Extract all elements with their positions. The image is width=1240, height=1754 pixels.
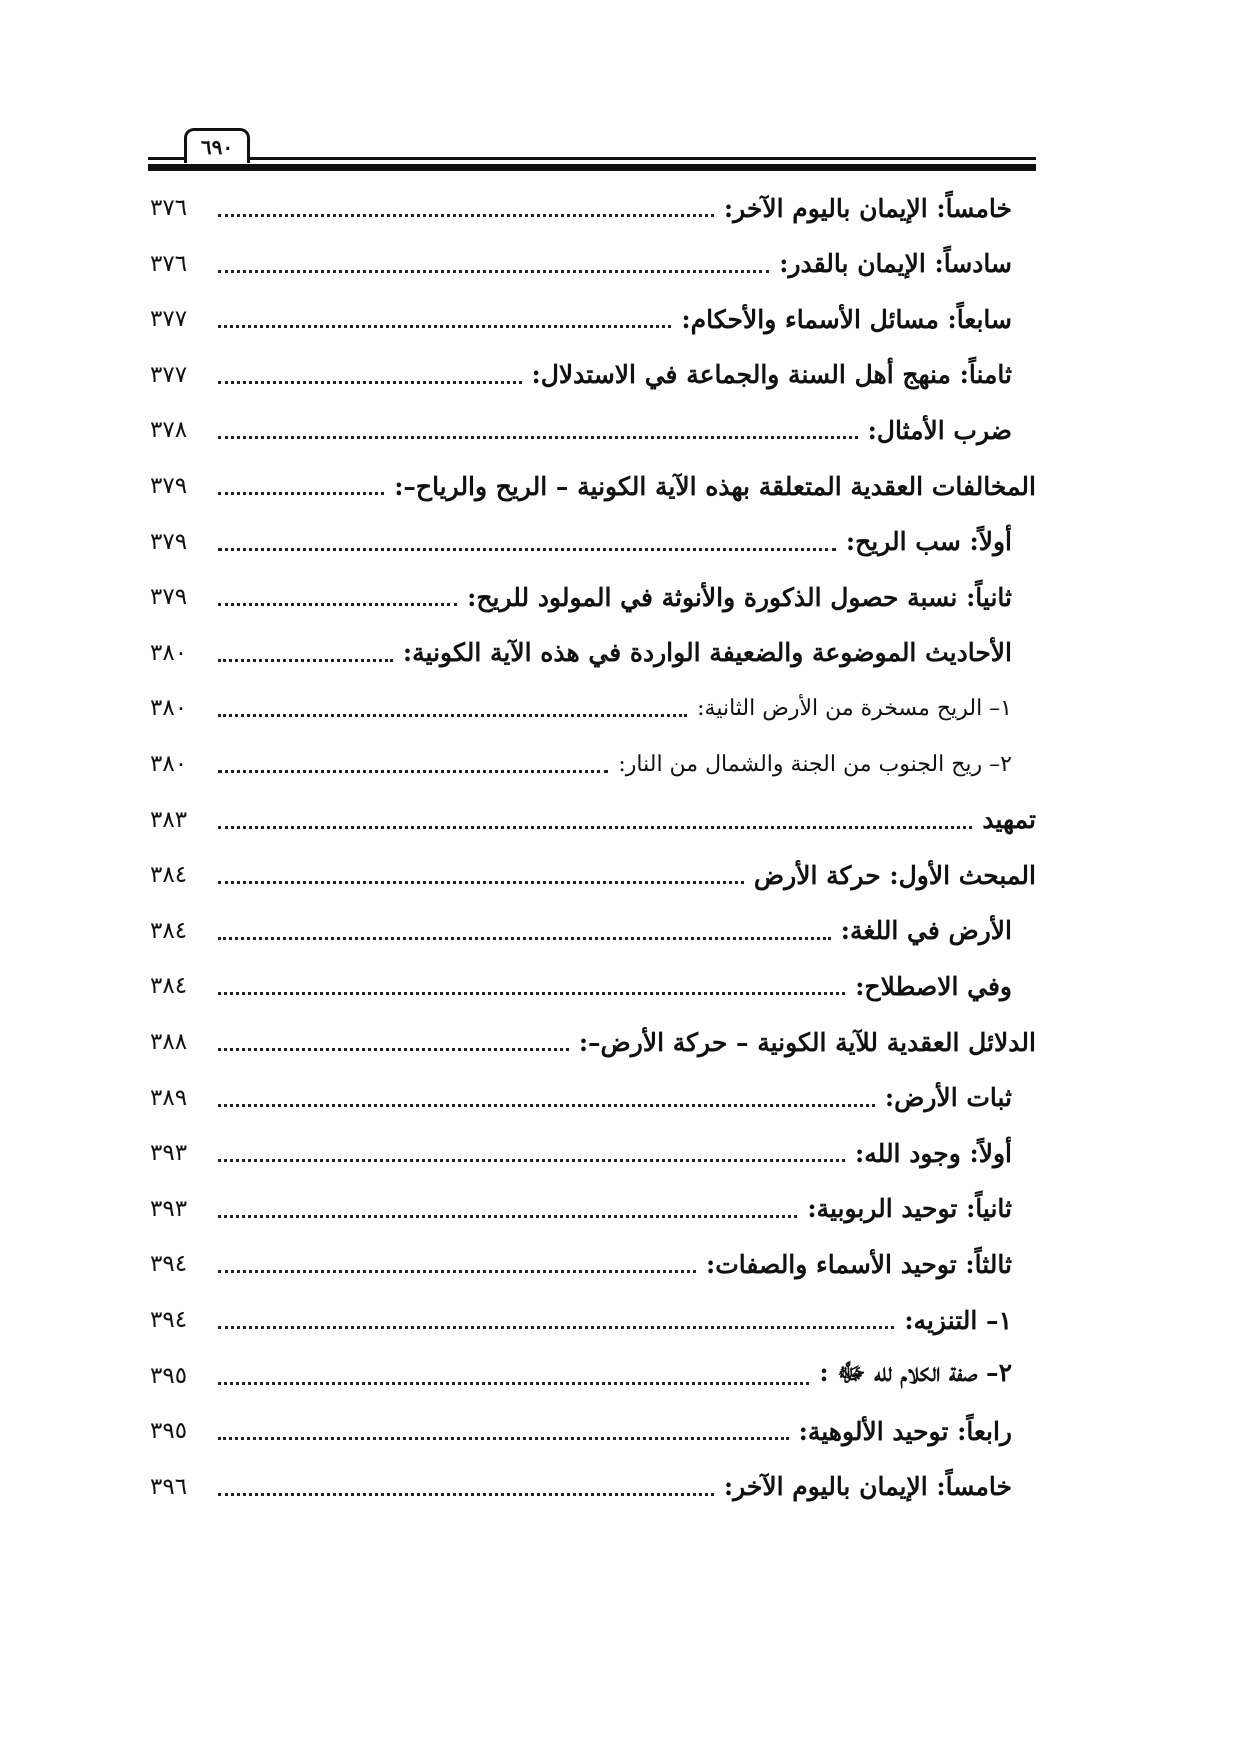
toc-title: أولاً: وجود الله: <box>855 1138 1012 1168</box>
toc-page-number: ٣٩٤ <box>150 1307 188 1333</box>
toc-title: تمهيد <box>982 805 1036 835</box>
toc-dot-leader <box>214 625 397 681</box>
toc-page-number: ٣٩٤ <box>150 1251 188 1278</box>
toc-page-number: ٣٧٧ <box>150 361 188 388</box>
toc-page-number: ٣٨٤ <box>150 917 188 944</box>
toc-page-number: ٣٩٣ <box>150 1140 188 1167</box>
toc-entry <box>150 1014 1036 1070</box>
toc-entry <box>150 736 1012 792</box>
toc-page-number: ٣٨٠ <box>150 695 188 722</box>
toc-page-number: ٣٧٩ <box>150 473 188 499</box>
toc-entry <box>150 1236 1012 1292</box>
toc-title: ثانياً: نسبة حصول الذكورة والأنوثة في المولود للريح: <box>467 582 1012 612</box>
toc-dot-leader <box>214 1403 793 1459</box>
toc-entry <box>150 180 1012 236</box>
toc-title: الأحاديث الموضوعة والضعيفة الواردة في هذه الآية الكونية: <box>402 638 1012 668</box>
toc-entry <box>150 1292 1012 1348</box>
toc-page-number: ٣٨٤ <box>150 973 188 1000</box>
toc-entry <box>150 958 1012 1014</box>
toc-title: ٢– ريح الجنوب من الجنة والشمال من النار: <box>618 751 1012 777</box>
toc-dot-leader <box>214 402 862 458</box>
toc-entry <box>150 291 1012 347</box>
toc-page-number: ٣٨٠ <box>150 751 188 777</box>
toc-dot-leader <box>214 736 612 792</box>
toc-dot-leader <box>214 1292 898 1348</box>
toc-dot-leader <box>214 1459 718 1515</box>
page-number: ٦٩٠ <box>184 128 250 163</box>
toc-dot-leader <box>214 514 840 570</box>
toc-page-number: ٣٨٠ <box>150 639 188 666</box>
toc-entry <box>150 680 1012 736</box>
toc-entry <box>150 236 1012 292</box>
toc-page-number: ٣٨٩ <box>150 1084 188 1111</box>
header-rule-thick <box>148 164 1036 171</box>
toc-title: ٢– صفة الكلام لله ﷻ : <box>819 1358 1012 1388</box>
toc-title: ثالثاً: توحيد الأسماء والصفات: <box>705 1249 1012 1279</box>
toc-dot-leader <box>214 847 748 903</box>
toc-title: سابعاً: مسائل الأسماء والأحكام: <box>681 304 1012 334</box>
toc-dot-leader <box>214 236 773 292</box>
toc-page-number: ٣٨٤ <box>150 862 188 889</box>
toc-entry <box>150 625 1012 681</box>
toc-entry <box>150 792 1036 848</box>
toc-dot-leader <box>214 792 976 848</box>
toc-dot-leader <box>214 1125 849 1181</box>
toc-entry <box>150 847 1036 903</box>
toc-page-number: ٣٩٥ <box>150 1418 188 1445</box>
toc-dot-leader <box>214 1181 801 1237</box>
toc-entry <box>150 458 1036 514</box>
toc-entry <box>150 347 1012 403</box>
toc-entry <box>150 569 1012 625</box>
toc-title: الأرض في اللغة: <box>840 916 1012 946</box>
toc-title: ١– الريح مسخرة من الأرض الثانية: <box>697 695 1012 721</box>
toc-dot-leader <box>214 347 526 403</box>
toc-title: ثامناً: منهج أهل السنة والجماعة في الاستدلال: <box>531 360 1012 390</box>
toc-dot-leader <box>214 903 835 959</box>
toc-dot-leader <box>214 1236 700 1292</box>
toc-page-number: ٣٧٩ <box>150 584 188 611</box>
toc-dot-leader <box>214 458 388 514</box>
toc-title: خامساً: الإيمان باليوم الآخر: <box>723 193 1012 223</box>
toc-title: وفي الاصطلاح: <box>855 971 1012 1001</box>
toc-dot-leader <box>214 1014 573 1070</box>
toc-title: ١– التنزيه: <box>904 1305 1012 1335</box>
toc-title: ثبات الأرض: <box>884 1083 1012 1113</box>
toc-entry <box>150 1348 1012 1404</box>
toc-entry <box>150 1181 1012 1237</box>
toc-title: المخالفات العقدية المتعلقة بهذه الآية الكونية – الريح والرياح–: <box>394 471 1036 501</box>
toc-entry <box>150 402 1012 458</box>
toc-title: الدلائل العقدية للآية الكونية – حركة الأرض–: <box>578 1027 1036 1057</box>
toc-dot-leader <box>214 1070 879 1126</box>
toc-entry <box>150 903 1012 959</box>
toc-dot-leader <box>214 680 691 736</box>
toc-page-number: ٣٧٨ <box>150 417 188 444</box>
header-rule-thin <box>148 157 1036 160</box>
toc-title: ضرب الأمثال: <box>867 415 1012 445</box>
toc-entry <box>150 1125 1012 1181</box>
toc-page-number: ٣٧٩ <box>150 528 188 555</box>
toc-title: أولاً: سب الريح: <box>845 527 1012 557</box>
toc-dot-leader <box>214 569 461 625</box>
toc-dot-leader <box>214 291 675 347</box>
toc-page-number: ٣٩٣ <box>150 1195 188 1222</box>
toc-title: رابعاً: توحيد الألوهية: <box>798 1416 1012 1446</box>
toc-dot-leader <box>214 180 718 236</box>
toc-page-number: ٣٧٦ <box>150 195 188 221</box>
toc-page-number: ٣٧٧ <box>150 306 188 333</box>
toc-title: خامساً: الإيمان باليوم الآخر: <box>723 1472 1012 1502</box>
toc-title: ثانياً: توحيد الربوبية: <box>807 1194 1012 1224</box>
toc-entry <box>150 1403 1012 1459</box>
toc-title: سادساً: الإيمان بالقدر: <box>779 249 1012 279</box>
toc-entry <box>150 514 1012 570</box>
toc-dot-leader <box>214 1348 813 1404</box>
toc-page-number: ٣٨٨ <box>150 1029 188 1055</box>
toc-page-number: ٣٩٥ <box>150 1362 188 1389</box>
page-header <box>148 124 1036 174</box>
toc-page-number: ٣٧٦ <box>150 250 188 277</box>
toc-title: المبحث الأول: حركة الأرض <box>753 860 1036 890</box>
toc-dot-leader <box>214 958 849 1014</box>
toc-entry <box>150 1070 1012 1126</box>
toc-entry <box>150 1459 1012 1515</box>
toc-page-number: ٣٨٣ <box>150 806 188 833</box>
toc-page-number: ٣٩٦ <box>150 1473 188 1500</box>
